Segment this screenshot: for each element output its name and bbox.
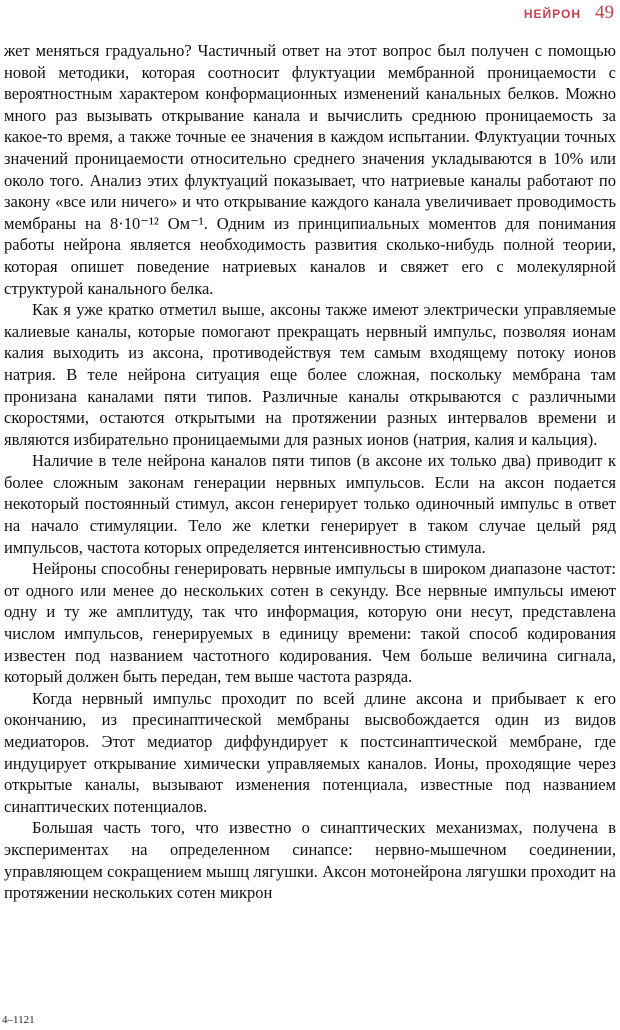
paragraph-neuromuscular-junction: Большая часть того, что известно о синаптических механизмах, получена в экспериментах на определенном синапсе: нервно-мышечном соединении, управляющем сокращением мышц лягушки. Аксон мотонейрона лягушки проходит на протяжении нескольких сотен микрон [4, 818, 616, 903]
section-title: НЕЙРОН [523, 7, 581, 21]
paragraph-continuation: жет меняться градуально? Частичный ответ на этот вопрос был получен с помощью новой методики, которая соотносит флуктуации мембранной проницаемости с вероятностным характером конформационных изменений канальных белков. Можно много раз вызывать открывание канала и вычислить среднюю проницаемость за какое-то время, а также точные ее значения в каждом испытании. Флуктуации точных значений проницаемости относительно среднего значения укладываются в 10% или около того. Анализ этих флуктуаций показывает, что натриевые каналы работают по закону «все или ничего» и что открывание каждого канала увеличивает проводимость мембраны на 8·10⁻¹² Ом⁻¹. Одним из принципиальных моментов для понимания работы нейрона является необходимость развития сколько-нибудь полной теории, которая опишет поведение натриевых каналов и свяжет его с молекулярной структурой канального белка. [4, 41, 616, 298]
printer-signature: 4–1121 [2, 1014, 35, 1026]
paragraph-synaptic-transmission: Когда нервный импульс проходит по всей длине аксона и прибывает к его окончанию, из пресинаптической мембраны высвобождается один из видов медиаторов. Этот медиатор диффундирует к постсинаптической мембране, где индуцирует открывание химически управляемых каналов. Ионы, проходящие через открытые каналы, вызывают изменения потенциала, известные под названием синаптических потенциалов. [4, 688, 616, 816]
paragraph-five-channel-types: Наличие в теле нейрона каналов пяти типов (в аксоне их только два) приводит к более сложным законам генерации нервных импульсов. Если на аксон подается некоторый постоянный стимул, аксон генерирует только одиночный импульс в ответ на начало стимуляции. Тело же клетки генерирует в таком случае целый ряд импульсов, частота которых определяется интенсивностью стимула. [4, 451, 616, 557]
paragraph-frequency-coding: Нейроны способны генерировать нервные импульсы в широком диапазоне частот: от одного или менее до нескольких сотен в секунду. Все нервные импульсы имеют одну и ту же амплитуду, так что информация, которую они несут, представлена числом импульсов, генерируемых в единицу времени: такой способ кодирования известен под названием частотного кодирования. Чем больше величина сигнала, который должен быть передан, тем выше частота разряда. [4, 559, 616, 687]
running-head [524, 2, 614, 24]
page-number: 49 [595, 2, 614, 23]
paragraph-potassium-channels: Как я уже кратко отметил выше, аксоны также имеют электрически управляемые калиевые каналы, которые помогают прекращать нервный импульс, позволяя ионам калия выходить из аксона, противодействуя тем самым входящему потоку ионов натрия. В теле нейрона ситуация еще более сложная, поскольку мембрана там пронизана каналами пяти типов. Различные каналы открываются с различными скоростями, остаются открытыми на протяжении разных интервалов времени и являются избирательно проницаемыми для разных ионов (натрия, калия и кальция). [4, 300, 616, 449]
body-text [4, 40, 616, 904]
